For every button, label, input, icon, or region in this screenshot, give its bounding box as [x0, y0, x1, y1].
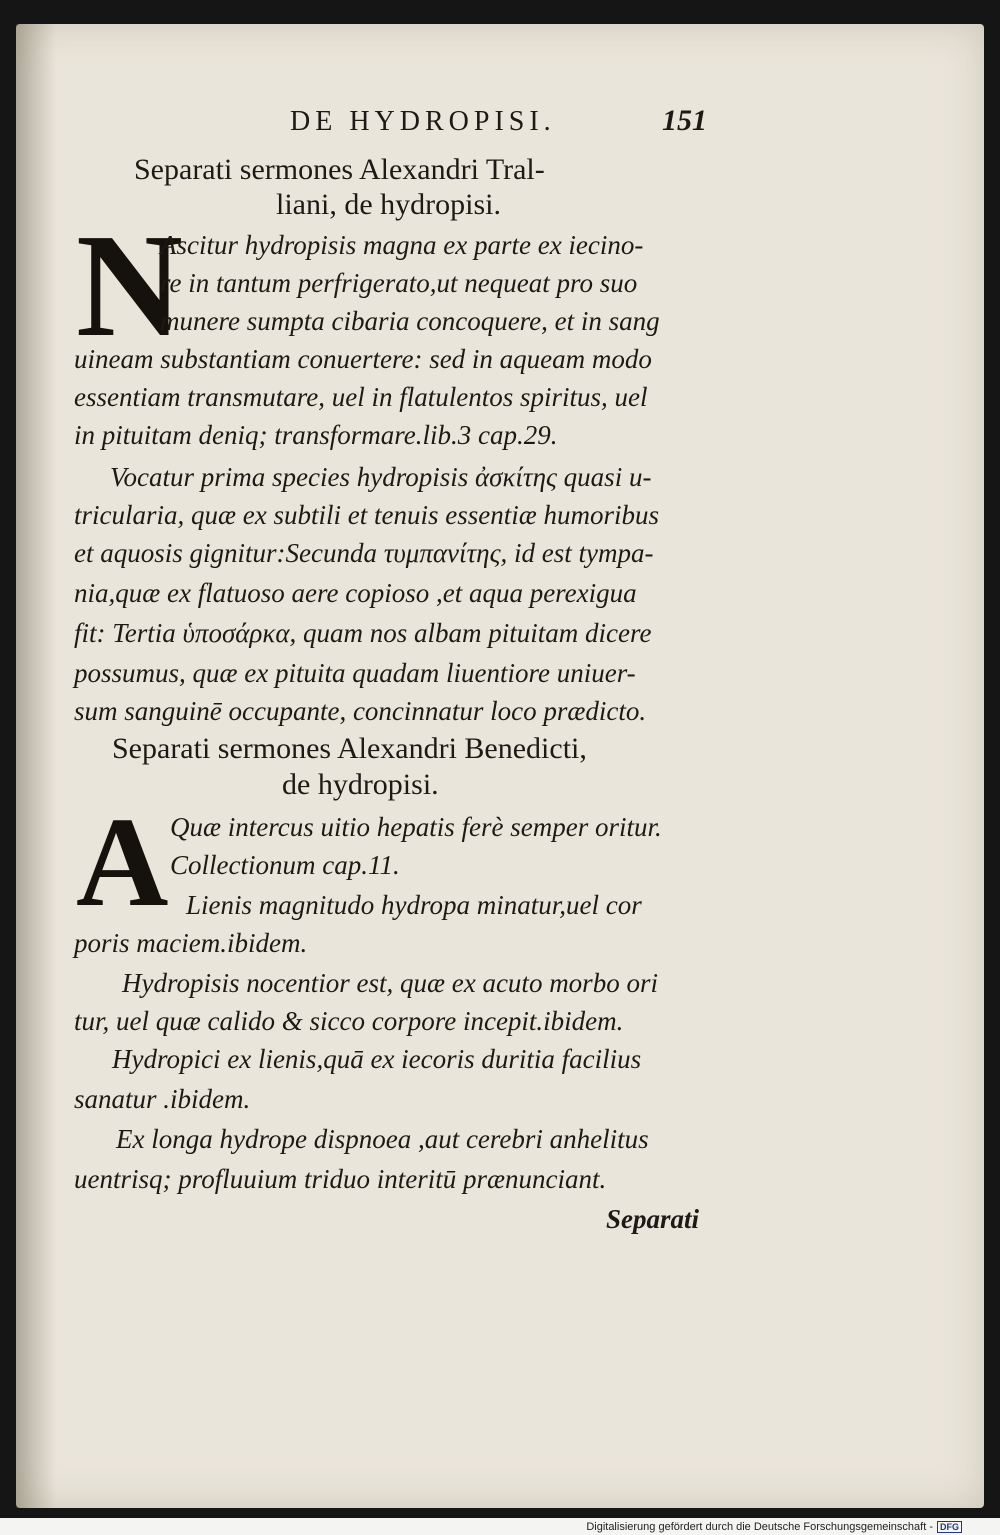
para2-line: et aquosis gignitur:Secunda τυμπανίτης, id est tympa-: [74, 538, 654, 568]
page-number: 151: [662, 104, 707, 137]
section2-line: Hydropici ex lienis,quā ex iecoris duritia facilius: [112, 1044, 642, 1074]
digitization-credit: [586, 1521, 962, 1533]
para1-line: essentiam transmutare, uel in flatulentos spiritus, uel: [74, 382, 648, 412]
section2-line: Hydropisis nocentior est, quæ ex acuto morbo ori: [122, 968, 658, 998]
para1-line: Ascitur hydropisis magna ex parte ex iecino-: [160, 230, 644, 260]
section2-line: tur, uel quæ calido & sicco corpore incepit.ibidem.: [74, 1006, 624, 1036]
dfg-logo: DFG: [937, 1521, 962, 1533]
dropcap-n: N: [76, 204, 183, 368]
section2-line: uentrisq; profluuium triduo interitū prænunciant.: [74, 1164, 607, 1194]
section2-line: Lienis magnitudo hydropa minatur,uel cor: [186, 890, 642, 920]
para2-line: possumus, quæ ex pituita quadam liuentiore uniuer-: [74, 658, 636, 688]
section2-line: sanatur .ibidem.: [74, 1084, 251, 1114]
para1-line: munere sumpta cibaria concoquere, et in sang: [160, 306, 660, 336]
para1-line: uineam substantiam conuertere: sed in aqueam modo: [74, 344, 652, 374]
para2-line: sum sanguinē occupante, concinnatur loco prædicto.: [74, 696, 647, 726]
section2-line: Quæ intercus uitio hepatis ferè semper oritur.: [170, 812, 662, 842]
credit-text: Digitalisierung gefördert durch die Deutsche Forschungsgemeinschaft -: [586, 1521, 933, 1533]
para2-line: Vocatur prima species hydropisis ἀσκίτης quasi u-: [110, 462, 652, 492]
section1-title-line1: Separati sermones Alexandri Tral-: [134, 153, 545, 186]
dropcap-a: A: [76, 791, 169, 933]
para2-line: tricularia, quæ ex subtili et tenuis essentiæ humoribus: [74, 500, 659, 530]
para2-line: fit: Tertia ὑποσάρκα, quam nos albam pituitam dicere: [74, 618, 652, 648]
para1-line: re in tantum perfrigerato,ut nequeat pro suo: [160, 268, 638, 298]
section2-line: Ex longa hydrope dispnoea ,aut cerebri anhelitus: [116, 1124, 649, 1154]
para1-line: in pituitam deniq; transformare.lib.3 cap.29.: [74, 420, 558, 450]
section2-line: Collectionum cap.11.: [170, 850, 400, 880]
section2-line: poris maciem.ibidem.: [74, 928, 308, 958]
running-head: DE HYDROPISI.: [290, 106, 556, 137]
section2-title-line2: de hydropisi.: [282, 768, 439, 801]
section1-title-line2: liani, de hydropisi.: [276, 188, 501, 221]
catchword: Separati: [606, 1204, 700, 1234]
para2-line: nia,quæ ex flatuoso aere copioso ,et aqua perexigua: [74, 578, 637, 608]
section2-title-line1: Separati sermones Alexandri Benedicti,: [112, 732, 587, 765]
